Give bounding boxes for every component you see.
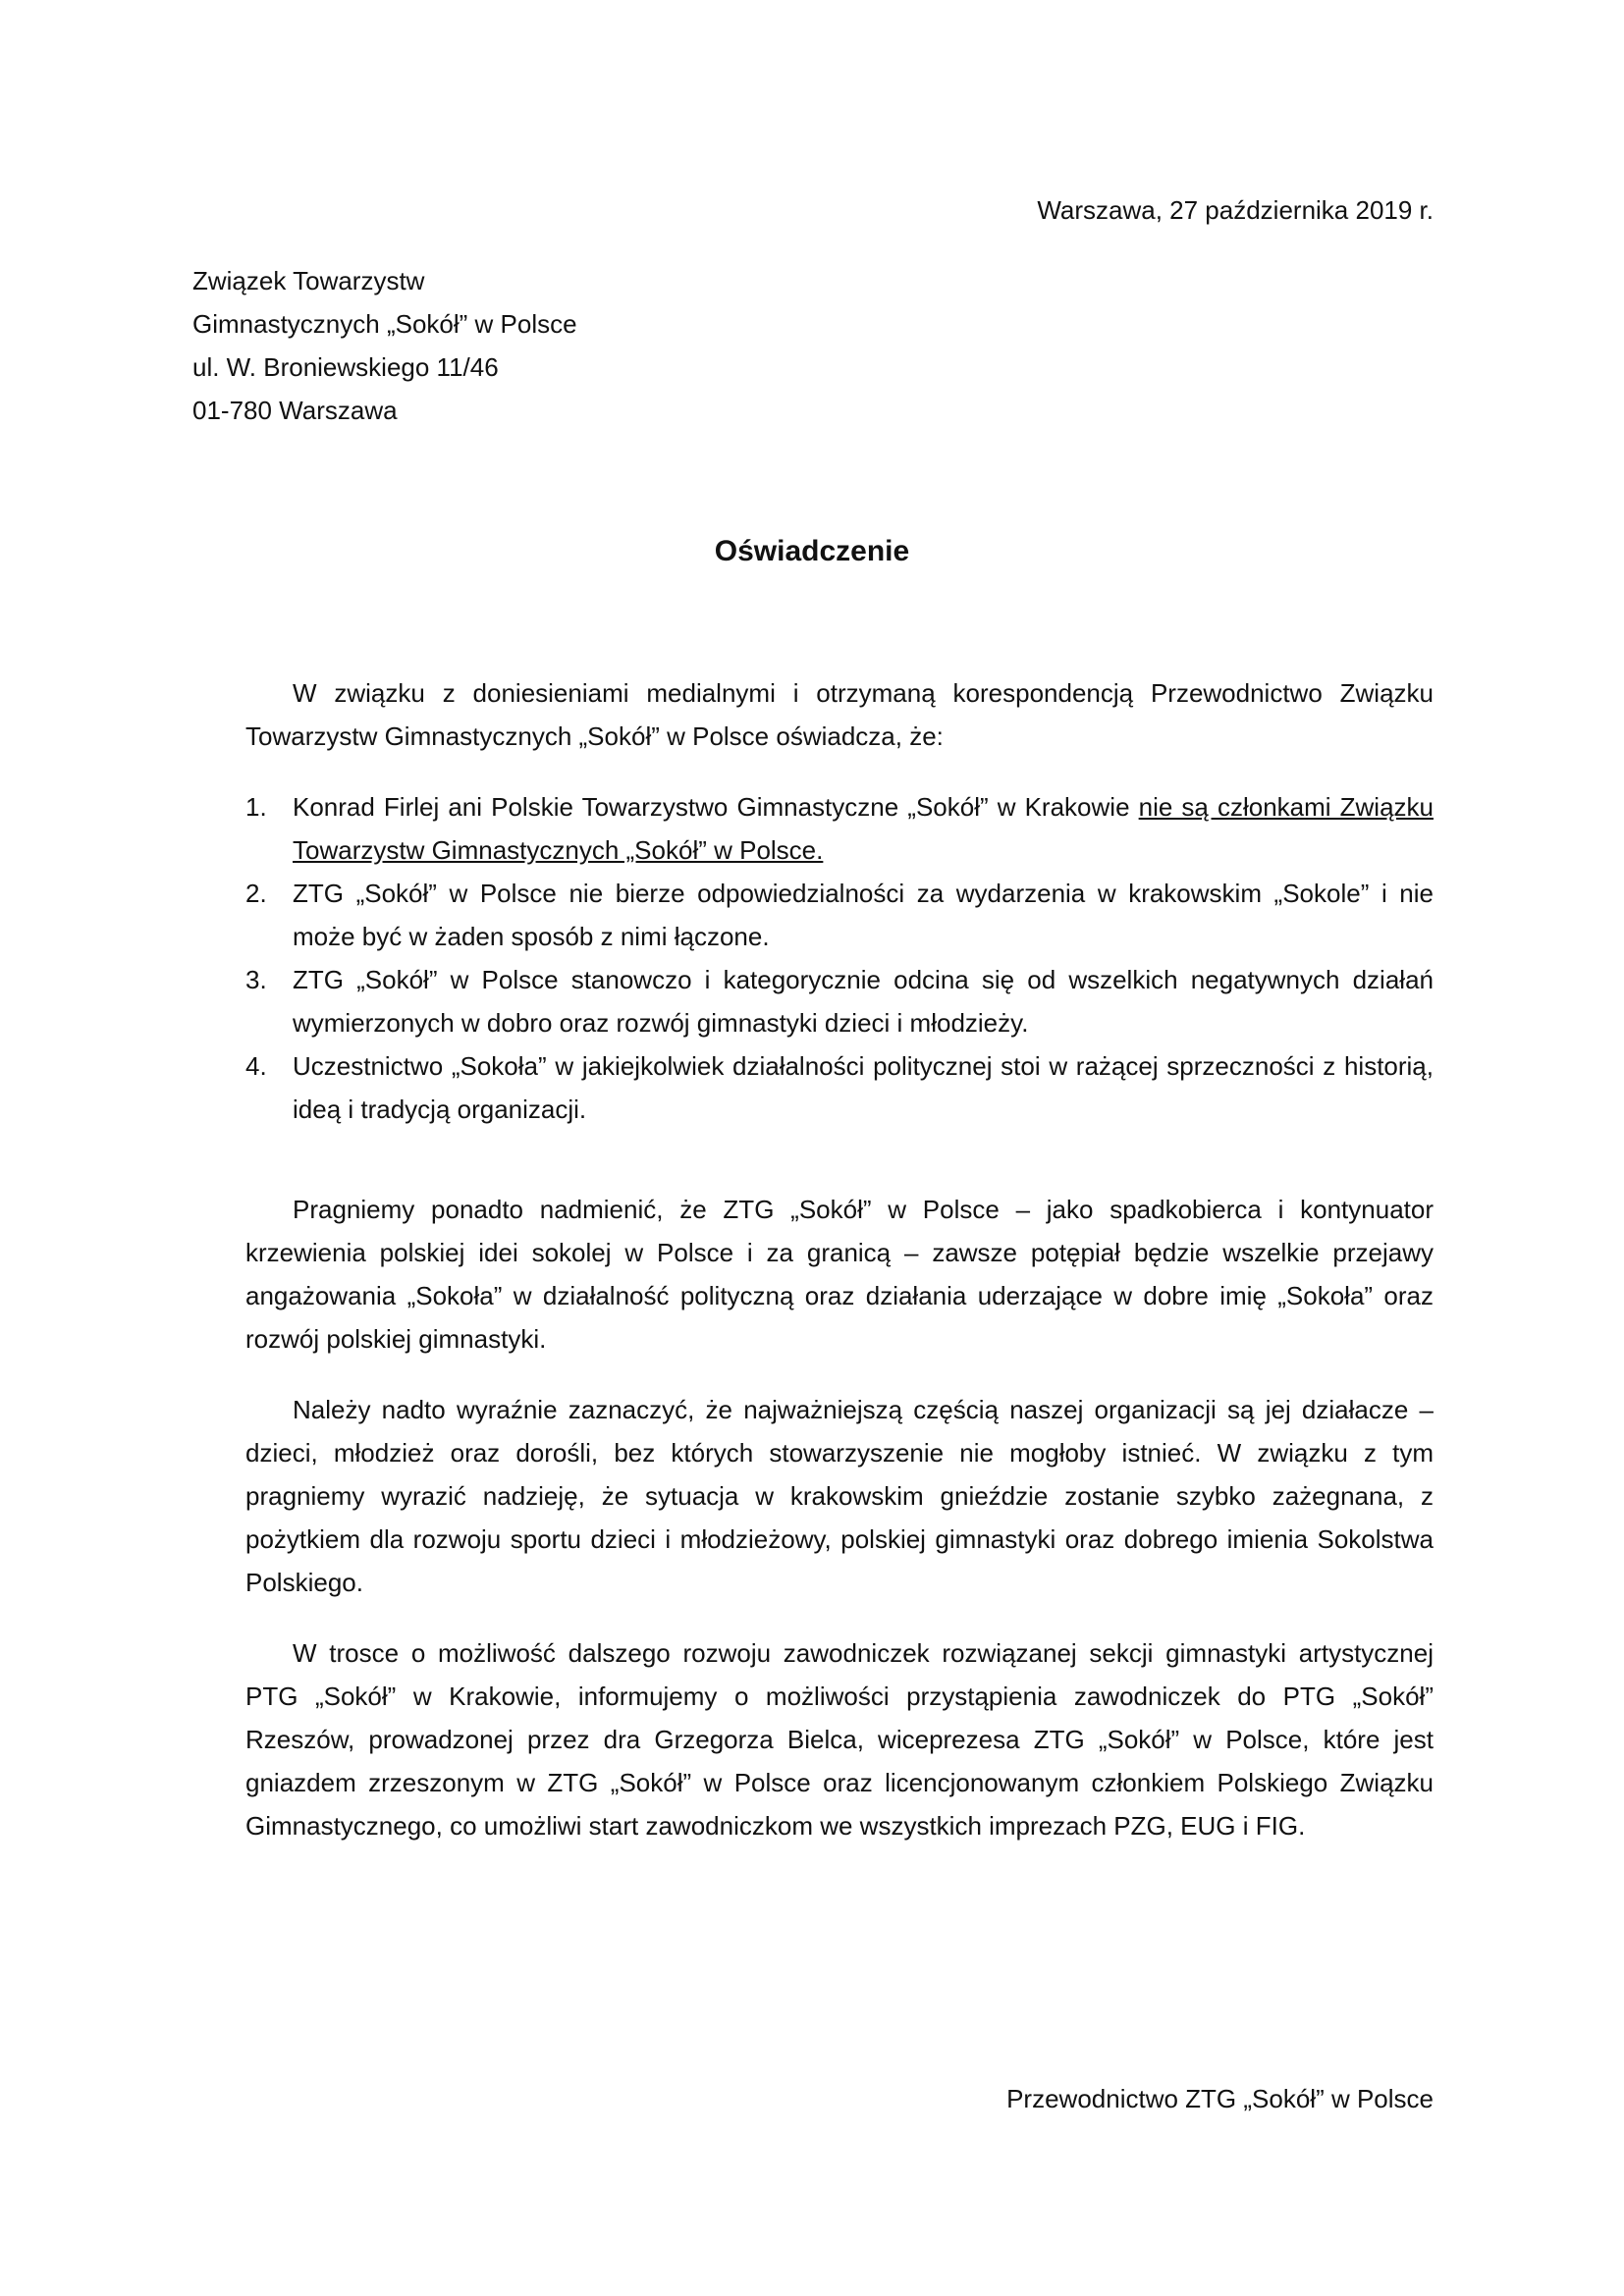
recipient-line-1: Związek Towarzystw <box>192 266 425 295</box>
body-paragraph: Pragniemy ponadto nadmienić, że ZTG „Sokół” w Polsce – jako spadkobierca i kontynuator krzewienia polskiej idei sokolej w Polsce i za granicą – zawsze potępiał będzie wszelkie przejawy angażowania „Sokoła” w działalność polityczną oraz działania uderzające w dobre imię „Sokoła” oraz rozwój polskiej gimnastyki. <box>245 1195 1434 1354</box>
body-paragraph: W trosce o możliwość dalszego rozwoju zawodniczek rozwiązanej sekcji gimnastyki artystycznej PTG „Sokół” w Krakowie, informujemy o możliwości przystąpienia zawodniczek do PTG „Sokół” Rzeszów, prowadzonej przez dra Grzegorza Bielca, wiceprezesa ZTG „Sokół” w Polsce, które jest gniazdem zrzeszonym w ZTG „Sokół” w Polsce oraz licencjonowanym członkiem Polskiego Związku Gimnastycznego, co umożliwi start zawodniczkom we wszystkich imprezach PZG, EUG i FIG. <box>245 1638 1434 1841</box>
signature-line: Przewodnictwo ZTG „Sokół” w Polsce <box>1006 2084 1434 2113</box>
list-item <box>245 1044 1434 1131</box>
list-item <box>245 872 1434 958</box>
statement-list <box>245 785 1434 1131</box>
underlined-text: nie są członkami Związku Towarzystw Gimnastycznych „Sokół” w Polsce. <box>293 792 1434 865</box>
document-title: Oświadczenie <box>714 535 910 567</box>
intro-paragraph: W związku z doniesieniami medialnymi i otrzymaną korespondencją Przewodnictwo Związku Towarzystw Gimnastycznych „Sokół” w Polsce oświadcza, że: <box>245 678 1434 751</box>
list-item-number: 4. <box>245 1051 267 1081</box>
list-item <box>245 958 1434 1044</box>
recipient-line-4: 01-780 Warszawa <box>192 396 398 425</box>
recipient-line-3: ul. W. Broniewskiego 11/46 <box>192 352 499 382</box>
list-item-number: 1. <box>245 792 267 822</box>
list-item-text: ZTG „Sokół” w Polsce stanowczo i kategorycznie odcina się od wszelkich negatywnych działań wymierzonych w dobro oraz rozwój gimnastyki dzieci i młodzieży. <box>293 965 1434 1038</box>
date-line: Warszawa, 27 października 2019 r. <box>1037 195 1434 225</box>
list-item-number: 3. <box>245 965 267 994</box>
recipient-line-2: Gimnastycznych „Sokół” w Polsce <box>192 309 577 339</box>
list-item-text: ZTG „Sokół” w Polsce nie bierze odpowiedzialności za wydarzenia w krakowskim „Sokole” i nie może być w żaden sposób z nimi łączone. <box>293 879 1434 951</box>
list-item-text: Uczestnictwo „Sokoła” w jakiejkolwiek działalności politycznej stoi w rażącej sprzeczności z historią, ideą i tradycją organizacji. <box>293 1051 1434 1124</box>
document-body <box>245 671 1434 1847</box>
recipient-address <box>192 259 577 432</box>
list-item-number: 2. <box>245 879 267 908</box>
list-item <box>245 785 1434 872</box>
list-item-text: Konrad Firlej ani Polskie Towarzystwo Gimnastyczne „Sokół” w Krakowie <box>293 792 1139 822</box>
body-paragraph: Należy nadto wyraźnie zaznaczyć, że najważniejszą częścią naszej organizacji są jej działacze – dzieci, młodzież oraz dorośli, bez których stowarzyszenie nie mogłoby istnieć. W związku z tym pragniemy wyrazić nadzieję, że sytuacja w krakowskim gnieździe zostanie szybko zażegnana, z pożytkiem dla rozwoju sportu dzieci i młodzieżowy, polskiej gimnastyki oraz dobrego imienia Sokolstwa Polskiego. <box>245 1395 1434 1597</box>
